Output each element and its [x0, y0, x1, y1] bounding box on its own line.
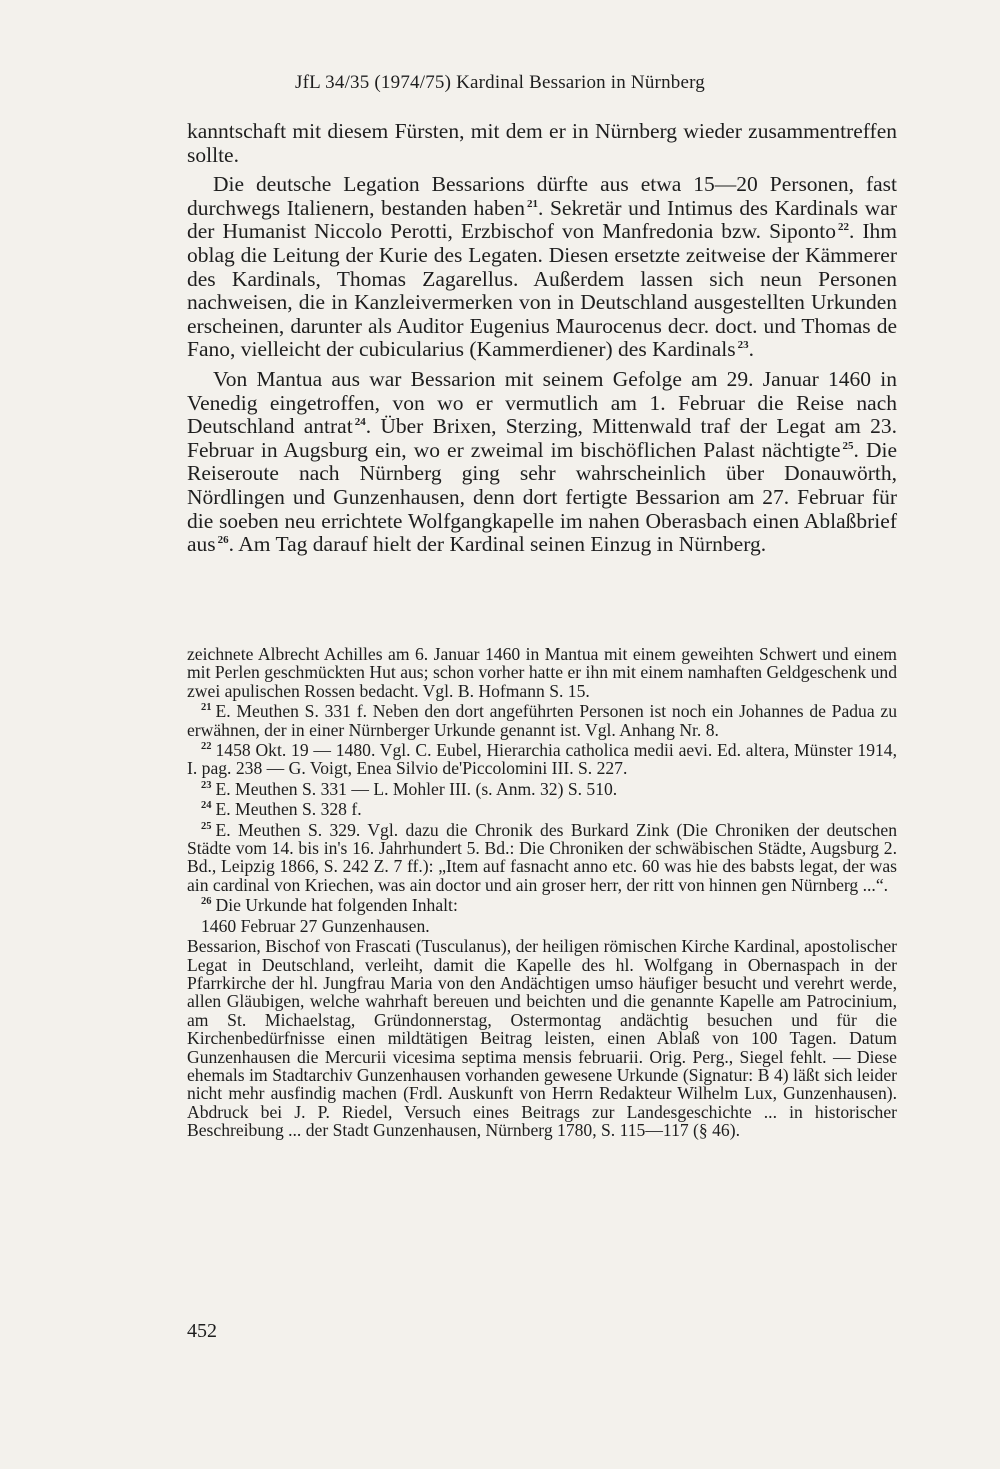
paragraph-text: Von Mantua aus war Bessarion mit seinem Gefolge am 29. Januar 1460 in Venedig eingetroffen, von wo er vermutlich am 1. Februar die Reise nach Deutschland antrat [187, 366, 897, 439]
footnote-22 [187, 741, 897, 778]
paragraph-text: . Die Reiseroute nach Nürnberg ging sehr wahrscheinlich über Donauwörth, Nördlingen und Gunzenhausen, denn dort fertigte Bessarion am 27. Februar für die soeben neu errichtete Wolfgangkapelle im nahen Oberasbach einen Ablaßbrief aus [187, 437, 898, 557]
footnote-25 [187, 821, 897, 895]
footnote-number: 26 [201, 896, 212, 908]
footnote-text: E. Meuthen S. 328 f. [215, 799, 362, 820]
footnote-number: 22 [201, 741, 212, 753]
paragraph-text: . Am Tag darauf hielt der Kardinal seinen Einzug in Nürnberg. [228, 532, 767, 557]
footnote-ref: 21 [526, 197, 538, 210]
footnote-ref: 24 [354, 415, 366, 428]
footnote-26 [187, 896, 897, 914]
footnote-ref: 25 [842, 439, 854, 452]
footnote-text: E. Meuthen S. 331 f. Neben den dort angeführten Personen ist noch ein Johannes de Padua zu erwähnen, der in einer Nürnberger Urkunde genannt ist. Vgl. Anhang Nr. 8. [187, 701, 897, 740]
footnotes [187, 645, 897, 1142]
running-head: JfL 34/35 (1974/75) Kardinal Bessarion in Nürnberg [295, 72, 705, 93]
footnote-ref: 23 [737, 339, 749, 352]
paragraph [187, 173, 897, 362]
footnote-text: 1458 Okt. 19 — 1480. Vgl. C. Eubel, Hierarchia catholica medii aevi. Ed. altera, Münster 1914, I. pag. 238 — G. Voigt, Enea Silvio de'Piccolomini III. S. 227. [187, 740, 897, 779]
footnote-text: Die Urkunde hat folgenden Inhalt: [215, 895, 458, 916]
footnote-ref: 22 [837, 221, 849, 234]
paragraph-text: kanntschaft mit diesem Fürsten, mit dem er in Nürnberg wieder zusammentreffen sollte. [187, 119, 897, 167]
main-text [187, 120, 897, 557]
footnote-26-date: 1460 Februar 27 Gunzenhausen. [201, 915, 430, 936]
footnote-continued: zeichnete Albrecht Achilles am 6. Januar 1460 in Mantua mit einem geweihten Schwert und einem mit Perlen geschmückten Hut aus; schon vorher hatte er ihn mit einem namhaften Geldgeschenk und zwei apulischen Rossen bedacht. Vgl. B. Hofmann S. 15. [187, 644, 897, 701]
paragraph-text: . [748, 337, 755, 362]
paragraph-text: Die deutsche Legation Bessarions dürfte aus etwa 15—20 Personen, fast durchwegs Italienern, bestanden haben [187, 172, 897, 220]
footnote-text: E. Meuthen S. 329. Vgl. dazu die Chronik des Burkard Zink (Die Chroniken der deutschen Städte vom 14. bis in's 16. Jahrhundert 5. Bd.: Die Chroniken der schwäbischen Städte, Augsburg 2. Bd., Leipzig 1866, S. 242 Z. 7 ff.): „Item auf fasnacht anno etc. 60 was hie des babsts legat, der was ain cardinal von Kriechen, was ain doctor und ain groser herr, der ritt von hinnen gen Nürnberg ...“. [187, 819, 897, 895]
paragraph-text: . Ihm oblag die Leitung der Kurie des Legaten. Diesen ersetzte zeitweise der Kämmerer des Kardinals, Thomas Zagarellus. Außerdem lassen sich neun Personen nachweisen, die in Kanzleivermerken von in Deutschland ausgestellten Urkunden erscheinen, darunter als Auditor Eugenius Maurocenus decr. doct. und Thomas de Fano, vielleicht der cubicularius (Kammerdiener) des Kardinals [187, 219, 897, 362]
paragraph [187, 368, 897, 557]
paragraph [187, 120, 897, 167]
footnote-23 [187, 780, 897, 798]
page-number: 452 [187, 1320, 217, 1342]
paragraph-text: . Über Brixen, Sterzing, Mittenwald traf der Legat am 23. Februar in Augsburg ein, wo er zweimal im bischöflichen Palast nächtigte [187, 414, 897, 462]
paragraph-text: . Sekretär und Intimus des Kardinals war der Humanist Niccolo Perotti, Erzbischof von Manfredonia bzw. Siponto [187, 195, 897, 244]
footnote-26-body: Bessarion, Bischof von Frascati (Tusculanus), der heiligen römischen Kirche Kardinal, apostolischer Legat in Deutschland, verleiht, damit die Kapelle des hl. Wolfgang in Obernaspach in der Pfarrkirche der hl. Jungfrau Maria von den Andächtigen umso häufiger besucht und verehrt werde, allen Gläubigen, welche wahrhaft bereuen und beichten und die genannte Kapelle am Patrocinium, am St. Michaelstag, Gründonnerstag, Ostermontag andächtig besuchen und für die Kirchenbedürfnisse einen mildtätigen Beitrag leisten, einen Ablaß von 100 Tagen. Datum Gunzenhausen die Mercurii vicesima septima mensis februarii. Orig. Perg., Siegel fehlt. — Diese ehemals im Stadtarchiv Gunzenhausen vorhanden gewesene Urkunde (Signatur: B 4) läßt sich leider nicht mehr ausfindig machen (Frdl. Auskunft von Herrn Redakteur Wilhelm Lux, Gunzenhausen). Abdruck bei J. P. Riedel, Versuch eines Beitrags zur Landesgeschichte ... in historischer Beschreibung ... der Stadt Gunzenhausen, Nürnberg 1780, S. 115—117 (§ 46). [187, 936, 897, 1141]
footnote-text: E. Meuthen S. 331 — L. Mohler III. (s. Anm. 32) S. 510. [215, 778, 618, 799]
footnote-number: 21 [201, 702, 212, 714]
footnote-24 [187, 800, 897, 818]
footnote-21 [187, 702, 897, 739]
footnote-ref: 26 [217, 533, 229, 546]
footnote-number: 24 [201, 800, 212, 812]
footnote-number: 25 [201, 820, 212, 832]
footnote-number: 23 [201, 779, 212, 791]
